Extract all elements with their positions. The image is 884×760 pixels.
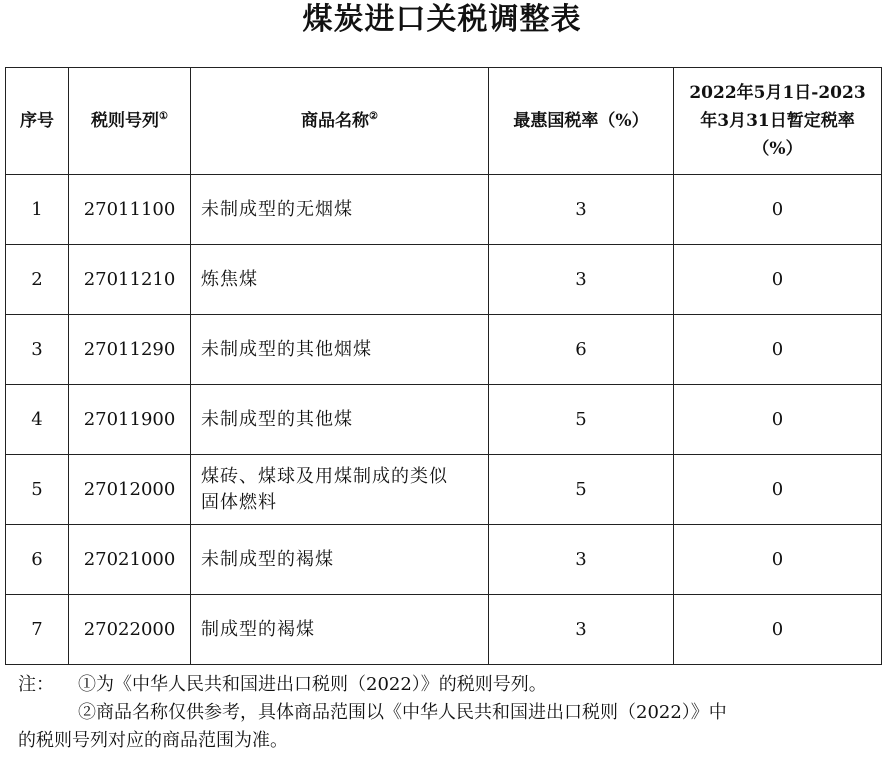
table-row	[6, 175, 882, 245]
cell-temporary-rate: 0	[674, 315, 882, 385]
header-temporary-rate-line1: 2022年5月1日-2023	[689, 83, 866, 103]
header-code-label: 税则号列	[91, 111, 160, 131]
cell-code: 27021000	[69, 525, 191, 595]
cell-seq: 2	[6, 245, 69, 315]
table-row	[6, 595, 882, 665]
cell-name: 未制成型的褐煤	[191, 525, 489, 595]
cell-mfn-rate: 3	[489, 525, 674, 595]
table-row	[6, 385, 882, 455]
cell-name: 未制成型的无烟煤	[191, 175, 489, 245]
table-row	[6, 245, 882, 315]
cell-name-line1: 煤砖、煤球及用煤制成的类似	[201, 465, 448, 487]
cell-name: 未制成型的其他煤	[191, 385, 489, 455]
cell-temporary-rate: 0	[674, 525, 882, 595]
footnote-1-text: ①为《中华人民共和国进出口税则（2022）》的税则号列。	[78, 674, 547, 695]
cell-mfn-rate: 5	[489, 455, 674, 525]
header-seq: 序号	[6, 68, 69, 175]
cell-seq: 7	[6, 595, 69, 665]
header-temporary-rate	[674, 68, 882, 175]
document-title: 煤炭进口关税调整表	[302, 2, 582, 37]
header-code	[69, 68, 191, 175]
header-temporary-rate-line3: （%）	[752, 139, 803, 159]
footnote-label: 注：	[18, 674, 54, 695]
table-row	[6, 455, 882, 525]
header-mfn-rate: 最惠国税率（%）	[489, 68, 674, 175]
cell-code: 27011900	[69, 385, 191, 455]
cell-temporary-rate: 0	[674, 455, 882, 525]
cell-temporary-rate: 0	[674, 245, 882, 315]
footnote-1	[18, 671, 876, 699]
cell-temporary-rate: 0	[674, 595, 882, 665]
cell-seq: 1	[6, 175, 69, 245]
tariff-table	[5, 67, 882, 665]
cell-name: 未制成型的其他烟煤	[191, 315, 489, 385]
table-row	[6, 315, 882, 385]
cell-temporary-rate: 0	[674, 175, 882, 245]
cell-seq: 3	[6, 315, 69, 385]
cell-code: 27011210	[69, 245, 191, 315]
cell-code: 27012000	[69, 455, 191, 525]
cell-mfn-rate: 6	[489, 315, 674, 385]
cell-seq: 5	[6, 455, 69, 525]
header-name	[191, 68, 489, 175]
table-header-row	[6, 68, 882, 175]
cell-name: 炼焦煤	[191, 245, 489, 315]
cell-mfn-rate: 3	[489, 595, 674, 665]
cell-name: 制成型的褐煤	[191, 595, 489, 665]
header-temporary-rate-line2: 年3月31日暂定税率	[700, 111, 855, 131]
cell-mfn-rate: 3	[489, 245, 674, 315]
cell-code: 27022000	[69, 595, 191, 665]
footnote-2-line1: ②商品名称仅供参考，具体商品范围以《中华人民共和国进出口税则（2022）》中	[78, 702, 727, 723]
cell-name-line2: 固体燃料	[201, 491, 277, 513]
cell-mfn-rate: 3	[489, 175, 674, 245]
cell-mfn-rate: 5	[489, 385, 674, 455]
cell-temporary-rate: 0	[674, 385, 882, 455]
cell-code: 27011290	[69, 315, 191, 385]
footnote-2-line2: 的税则号列对应的商品范围为准。	[18, 730, 288, 751]
cell-seq: 6	[6, 525, 69, 595]
footnotes	[18, 671, 876, 755]
header-name-label: 商品名称	[301, 111, 370, 131]
table-row	[6, 525, 882, 595]
header-name-footnote-mark: ②	[369, 111, 378, 122]
header-code-footnote-mark: ①	[159, 111, 168, 122]
cell-seq: 4	[6, 385, 69, 455]
cell-name	[191, 455, 489, 525]
cell-code: 27011100	[69, 175, 191, 245]
